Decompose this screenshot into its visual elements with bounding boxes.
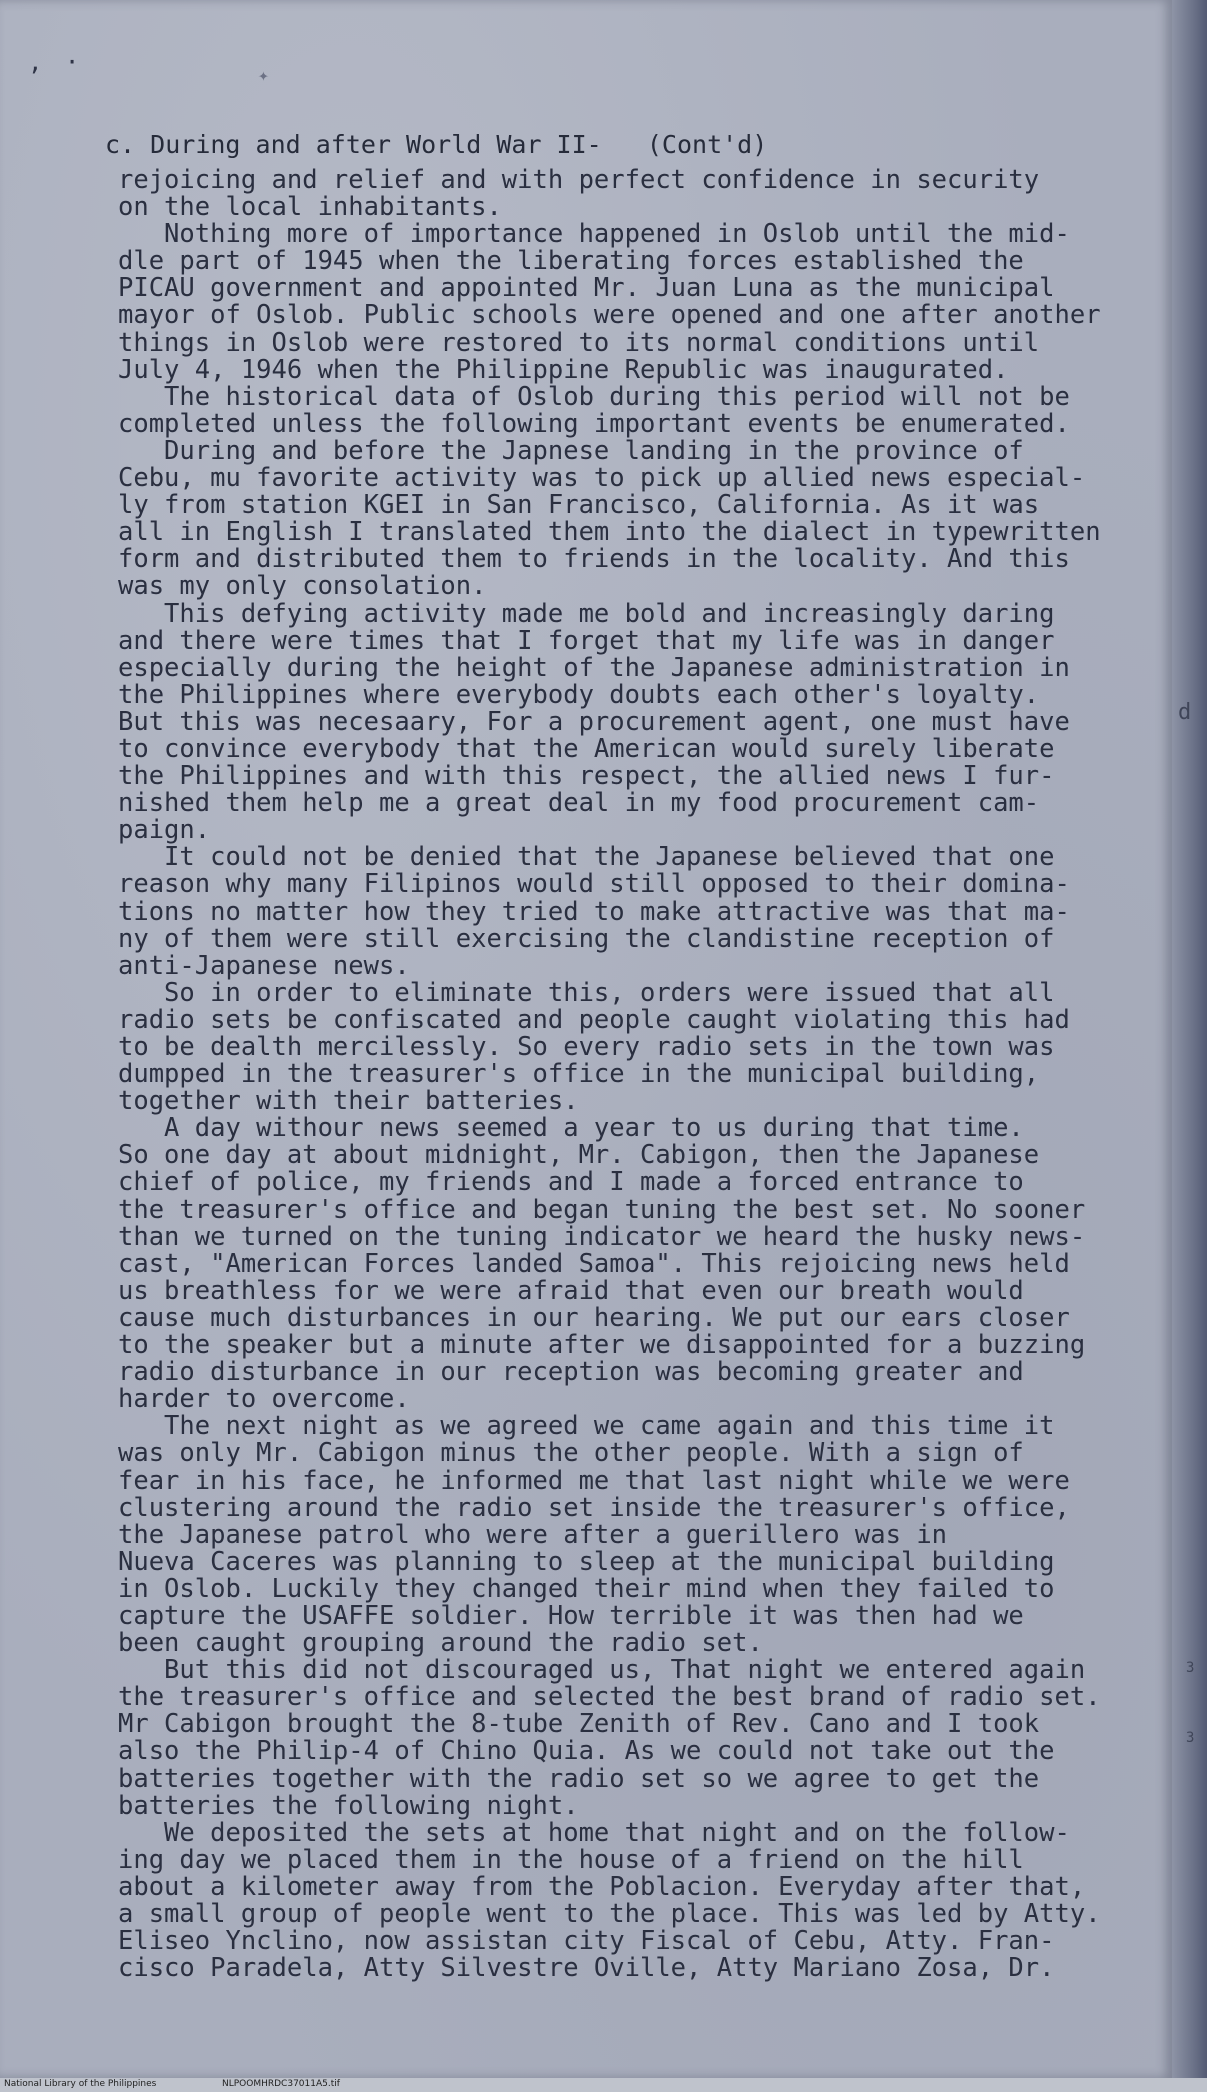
text-line: together with their batteries. <box>118 1086 579 1117</box>
text-line: harder to overcome. <box>118 1384 410 1415</box>
text-line: was only Mr. Cabigon minus the other people. With a sign of <box>118 1438 1024 1469</box>
text-line: to be dealth mercilessly. So every radio sets in the town was <box>118 1032 1055 1062</box>
footer-source: National Library of the Philippines <box>4 2079 157 2089</box>
text-line: us breathless for we were afraid that even our breath would <box>118 1275 1024 1306</box>
text-line: capture the USAFFE soldier. How terrible it was then had we <box>118 1600 1024 1631</box>
text-line: radio disturbance in our reception was becoming greater and <box>118 1357 1024 1388</box>
text-line: the treasurer's office and selected the best brand of radio set. <box>118 1682 1101 1713</box>
text-line: and there were times that I forget that my life was in danger <box>118 625 1055 656</box>
text-line: ing day we placed them in the house of a friend on the hill <box>118 1844 1024 1875</box>
text-line: form and distributed them to friends in the locality. And this <box>118 544 1070 575</box>
text-line: the Japanese patrol who were after a guerillero was in <box>118 1519 948 1550</box>
text-line: to the speaker but a minute after we disappointed for a buzzing <box>118 1330 1086 1361</box>
text-line: cast, "American Forces landed Samoa". This rejoicing news held <box>118 1248 1070 1279</box>
text-line: PICAU government and appointed Mr. Juan Luna as the municipal <box>118 273 1055 304</box>
body-text <box>118 167 1158 1982</box>
text-line: reason why many Filipinos would still opposed to their domina- <box>118 869 1070 900</box>
heading-letter: c. <box>105 130 136 159</box>
section-heading <box>105 130 767 159</box>
text-line: Eliseo Ynclino, now assistan city Fiscal of Cebu, Atty. Fran- <box>118 1926 1055 1957</box>
text-line: During and before the Japnese landing in the province of <box>118 435 1024 466</box>
text-line: paign. <box>118 815 211 846</box>
text-line: July 4, 1946 when the Philippine Republic was inaugurated. <box>118 354 1009 385</box>
text-line: cause much disturbances in our hearing. We put our ears closer <box>118 1302 1070 1333</box>
text-line: about a kilometer away from the Poblacion. Everyday after that, <box>118 1871 1086 1902</box>
text-line: things in Oslob were restored to its normal conditions until <box>118 327 1040 358</box>
text-line: on the local inhabitants. <box>118 192 502 223</box>
text-line: Nothing more of importance happened in Oslob until the mid- <box>118 219 1070 250</box>
text-line: batteries together with the radio set so we agree to get the <box>118 1763 1040 1794</box>
heading-title: During and after World War II- <box>150 130 602 159</box>
text-line: than we turned on the tuning indicator we heard the husky news- <box>118 1221 1086 1252</box>
text-line: anti-Japanese news. <box>118 950 410 981</box>
footer-bar <box>0 2078 1207 2092</box>
dust-mark: ✦ <box>258 65 269 86</box>
text-line: ny of them were still exercising the clandistine reception of <box>118 923 1055 954</box>
text-line: chief of police, my friends and I made a forced entrance to <box>118 1167 1024 1198</box>
text-line: Cebu, mu favorite activity was to pick up allied news especial- <box>118 463 1086 494</box>
text-line: radio sets be confiscated and people caught violating this had <box>118 1004 1070 1035</box>
text-line: tions no matter how they tried to make attractive was that ma- <box>118 896 1070 927</box>
page-edge <box>1172 0 1207 2078</box>
text-line: been caught grouping around the radio set. <box>118 1628 763 1659</box>
corner-mark: , · <box>28 48 84 76</box>
text-line: dumpped in the treasurer's office in the municipal building, <box>118 1059 1040 1090</box>
text-line: It could not be denied that the Japanese believed that one <box>118 842 1055 873</box>
text-line: was my only consolation. <box>118 571 487 602</box>
edge-mark-3b: 3 <box>1186 1730 1195 1746</box>
text-line: So one day at about midnight, Mr. Cabigon, then the Japanese <box>118 1140 1040 1171</box>
text-line: nished them help me a great deal in my food procurement cam- <box>118 788 1040 819</box>
text-line: But this did not discouraged us, That night we entered again <box>118 1655 1086 1686</box>
text-line: We deposited the sets at home that night and on the follow- <box>118 1817 1070 1848</box>
text-line: dle part of 1945 when the liberating forces established the <box>118 246 1024 277</box>
text-line: the Philippines where everybody doubts each other's loyalty. <box>118 679 1040 710</box>
text-line: Nueva Caceres was planning to sleep at the municipal building <box>118 1546 1055 1577</box>
edge-mark-3a: 3 <box>1186 1660 1195 1676</box>
text-line: all in English I translated them into the dialect in typewritten <box>118 517 1101 548</box>
text-line: The historical data of Oslob during this period will not be <box>118 381 1070 412</box>
text-line: completed unless the following important events be enumerated. <box>118 408 1070 439</box>
text-line: also the Philip-4 of Chino Quia. As we could not take out the <box>118 1736 1055 1767</box>
text-line: rejoicing and relief and with perfect confidence in security <box>118 165 1040 195</box>
text-line: to convince everybody that the American would surely liberate <box>118 733 1055 764</box>
text-line: especially during the height of the Japanese administration in <box>118 652 1070 683</box>
text-line: fear in his face, he informed me that last night while we were <box>118 1465 1070 1496</box>
text-line: mayor of Oslob. Public schools were opened and one after another <box>118 300 1101 331</box>
text-line: in Oslob. Luckily they changed their mind when they failed to <box>118 1573 1055 1604</box>
text-line: the Philippines and with this respect, the allied news I fur- <box>118 761 1055 792</box>
footer-file-id: NLPOOMHRDC37011A5.tif <box>222 2079 340 2089</box>
text-line: But this was necesaary, For a procurement agent, one must have <box>118 706 1070 737</box>
edge-mark-d: d <box>1178 700 1192 725</box>
text-line: A day withour news seemed a year to us during that time. <box>118 1113 1024 1144</box>
heading-suffix: (Cont'd) <box>646 130 768 159</box>
text-line: a small group of people went to the place. This was led by Atty. <box>118 1899 1101 1929</box>
text-line: The next night as we agreed we came again and this time it <box>118 1411 1055 1442</box>
text-line: ly from station KGEI in San Francisco, California. As it was <box>118 490 1040 521</box>
text-line: cisco Paradela, Atty Silvestre Oville, Atty Mariano Zosa, Dr. <box>118 1953 1055 1984</box>
text-line: batteries the following night. <box>118 1790 579 1821</box>
text-line: Mr Cabigon brought the 8-tube Zenith of Rev. Cano and I took <box>118 1709 1040 1740</box>
text-line: This defying activity made me bold and increasingly daring <box>118 598 1055 629</box>
text-line: So in order to eliminate this, orders were issued that all <box>118 977 1055 1008</box>
text-line: the treasurer's office and began tuning the best set. No sooner <box>118 1194 1086 1225</box>
text-line: clustering around the radio set inside the treasurer's office, <box>118 1492 1070 1523</box>
